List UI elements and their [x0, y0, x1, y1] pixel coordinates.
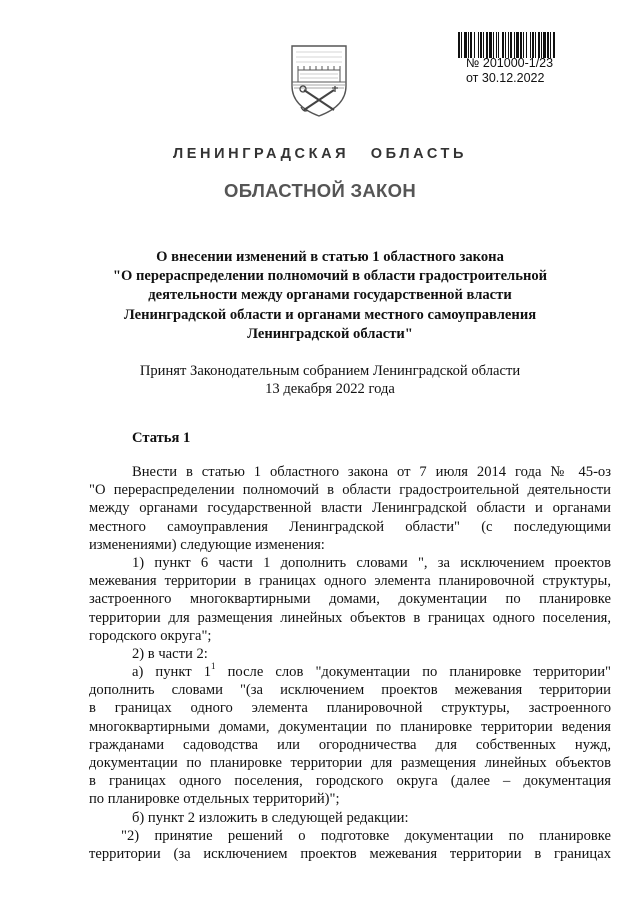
body-line	[89, 790, 611, 808]
barcode-bar	[474, 32, 475, 58]
barcode-bar	[550, 32, 551, 58]
barcode-bar	[461, 32, 462, 58]
body-line-text: Внести в статью 1 областного закона от 7 июля 2014 года № 45-оз	[132, 464, 611, 480]
region-title: ЛЕНИНГРАДСКАЯ ОБЛАСТЬ	[172, 146, 468, 162]
body-line-text: "О перераспределении полномочий в области градостроительной деятельности	[89, 482, 611, 499]
barcode-bar	[464, 32, 467, 58]
law-title	[80, 248, 580, 344]
barcode-bar	[510, 32, 512, 58]
body-line-text: по планировке отдельных территорий)";	[89, 791, 340, 808]
body-line	[89, 518, 611, 536]
barcode-bar	[480, 32, 482, 58]
barcode-bar	[470, 32, 472, 58]
barcode-bar	[523, 32, 524, 58]
law-title-line: деятельности между органами государственной власти	[148, 287, 512, 304]
barcode-bar	[520, 32, 522, 58]
body-line-text: территории (за исключением проектов межевания территории в границах	[89, 845, 611, 862]
law-title-line: Ленинградской области"	[247, 325, 413, 342]
barcode-bar	[468, 32, 469, 58]
body-line-text: документации по планировке территории для размещения линейных объектов	[89, 755, 611, 771]
body-line	[89, 536, 611, 554]
barcode-bar	[489, 32, 492, 58]
body-line-text: местного самоуправления Ленинградской области" (с последующими	[89, 518, 611, 535]
barcode-bar	[458, 32, 460, 58]
barcode-bar	[493, 32, 494, 58]
body-line-text: многоквартирными домами, документации по планировке территории ведения	[89, 718, 611, 735]
barcode-bar	[486, 32, 488, 58]
body-line-text: "2) принятие решений о подготовке документации по планировке	[121, 827, 611, 844]
body-line	[89, 718, 611, 736]
body-line	[89, 663, 611, 681]
barcode-bar	[516, 32, 519, 58]
body-line	[89, 554, 611, 572]
barcode-bar	[547, 32, 549, 58]
body-line-text: б) пункт 2 изложить в следующей редакции:	[132, 809, 409, 826]
article-heading: Статья 1	[132, 430, 191, 446]
body-line-text: в границах одного поселения, городского округа (далее – документация	[89, 773, 611, 790]
body-line	[89, 463, 611, 481]
body-line	[89, 590, 611, 608]
body-line-text: 2) в части 2:	[132, 645, 208, 662]
body-line	[89, 645, 611, 663]
body-line-text: городского округа";	[89, 627, 212, 644]
body-line	[89, 499, 611, 517]
barcode-bar	[496, 32, 497, 58]
body-line-text: после слов "документации по планировке территории"	[215, 664, 611, 681]
barcode-bar	[498, 32, 499, 58]
body-line-text: между органами государственной власти Ленинградской области и органами	[89, 500, 611, 517]
adoption-line: Принят Законодательным собранием Ленинградской области	[139, 363, 521, 379]
registration-date: от 30.12.2022	[466, 71, 545, 85]
body-line	[89, 627, 611, 645]
barcode-bar	[538, 32, 540, 58]
law-type-heading: ОБЛАСТНОЙ ЗАКОН	[224, 180, 416, 201]
law-title-line: "О перераспределении полномочий в области градостроительной	[112, 268, 548, 285]
registration-number: № 201000-1/23	[466, 56, 554, 70]
body-line-text: дополнить словами "(за исключением проектов межевания территории	[89, 682, 611, 699]
barcode-bar	[532, 32, 534, 58]
body-line	[89, 809, 611, 827]
body-line-text: изменениями) следующие изменения:	[89, 536, 325, 553]
coat-of-arms-icon	[288, 40, 350, 118]
barcode-bar	[505, 32, 506, 58]
barcode-bar	[526, 32, 527, 58]
body-line	[89, 754, 611, 772]
body-line	[89, 736, 611, 754]
barcode-bar	[535, 32, 536, 58]
body-line-text: 1) пункт 6 части 1 дополнить словами ", за исключением проектов	[132, 554, 611, 571]
body-line-text: застроенного многоквартирными домами, документации по планировке	[89, 591, 611, 608]
law-title-line: Ленинградской области и органами местного самоуправления	[123, 306, 537, 323]
barcode-bar	[502, 32, 504, 58]
body-line-text: территории для размещения линейных объектов в границах одного поселения,	[89, 609, 611, 626]
body-line	[89, 572, 611, 590]
body-line-text: гражданами садоводства или огородничества для собственных нужд,	[89, 736, 611, 753]
barcode-bar	[543, 32, 546, 58]
barcode-bar	[541, 32, 542, 58]
barcode-bar	[553, 32, 555, 58]
barcode-icon	[458, 32, 608, 58]
barcode-bar	[508, 32, 509, 58]
superscript: 1	[211, 661, 216, 672]
body-line	[89, 681, 611, 699]
adoption-note	[80, 362, 580, 398]
registration-stamp	[466, 56, 553, 86]
body-line	[89, 827, 611, 845]
adoption-line: 13 декабря 2022 года	[265, 381, 395, 397]
barcode-bar	[483, 32, 484, 58]
barcode-bar	[530, 32, 531, 58]
body-line-text: в границах одного элемента планировочной структуры, застроенного	[89, 700, 611, 717]
article-body	[89, 463, 611, 863]
barcode-bar	[514, 32, 515, 58]
barcode-bar	[478, 32, 479, 58]
law-title-line: О внесении изменений в статью 1 областного закона	[156, 249, 504, 265]
body-line-text: межевания территории в границах одного элемента планировочной структуры,	[89, 573, 611, 590]
body-line	[89, 772, 611, 790]
body-line	[89, 609, 611, 627]
body-line-text: а) пункт 1	[132, 664, 212, 681]
body-line	[89, 699, 611, 717]
body-line	[89, 481, 611, 499]
body-line	[89, 845, 611, 863]
